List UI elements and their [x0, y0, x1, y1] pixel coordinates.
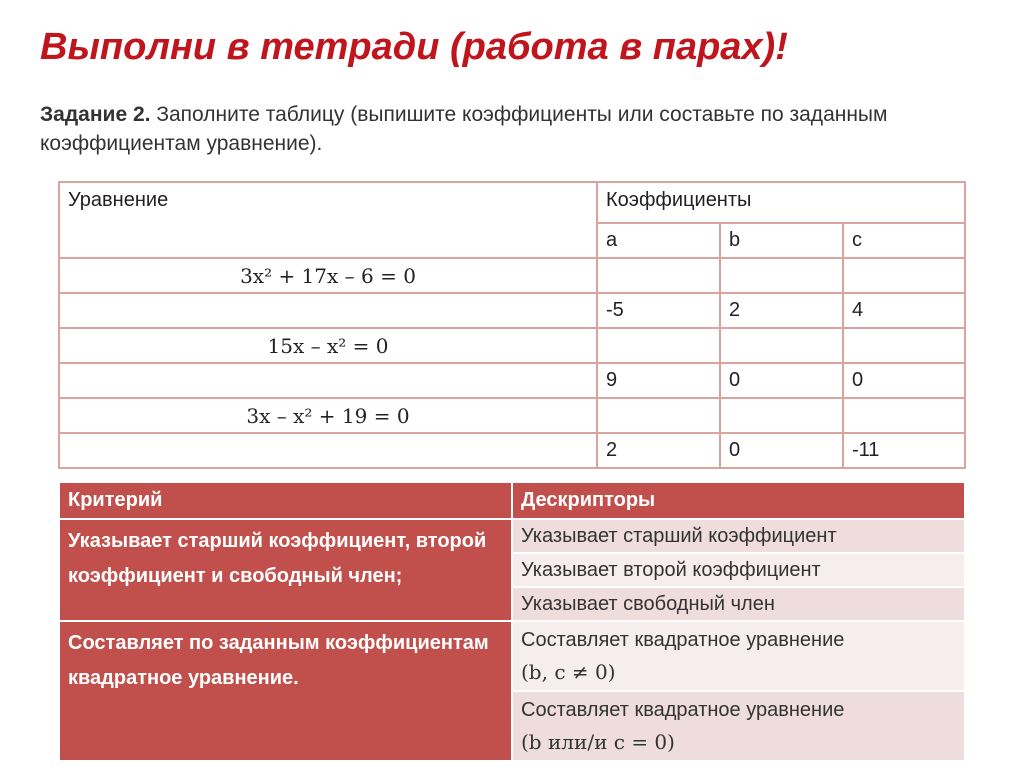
coef-c-cell[interactable] [843, 328, 965, 363]
coef-c-cell[interactable] [843, 258, 965, 293]
table-row [59, 258, 965, 293]
coef-b-cell: 0 [720, 433, 843, 468]
equation-cell: 3x – x² + 19 = 0 [59, 398, 597, 433]
coef-b-cell: 2 [720, 293, 843, 328]
coef-a-cell[interactable] [597, 328, 720, 363]
descriptor-item: Указывает свободный член [512, 587, 965, 621]
equation-cell[interactable] [59, 363, 597, 398]
criteria-table [58, 481, 966, 762]
descriptor-condition: (b, c ≠ 0) [521, 660, 616, 684]
coef-c-cell: 0 [843, 363, 965, 398]
descriptors-header: Дескрипторы [512, 482, 965, 519]
coefficients-table [58, 181, 966, 469]
task-description: Заполните таблицу (выпишите коэффициенты или составьте по заданным коэффициентам уравнение). [40, 103, 888, 155]
equation-header: Уравнение [59, 182, 597, 258]
criterion-1: Указывает старший коэффициент, второй коэффициент и свободный член; [59, 519, 512, 621]
coef-a-cell: -5 [597, 293, 720, 328]
coef-a-cell[interactable] [597, 398, 720, 433]
coef-b-cell[interactable] [720, 258, 843, 293]
descriptor-line: Составляет квадратное уравнение [521, 699, 845, 721]
descriptor-item: Указывает старший коэффициент [512, 519, 965, 553]
table-row [59, 433, 965, 468]
table-row [59, 398, 965, 433]
coef-b-cell[interactable] [720, 398, 843, 433]
header-b: b [720, 223, 843, 258]
table-row [59, 363, 965, 398]
coef-c-cell[interactable] [843, 398, 965, 433]
task-text [40, 100, 990, 158]
descriptor-item [512, 621, 965, 691]
descriptor-item [512, 691, 965, 761]
descriptor-item: Указывает второй коэффициент [512, 553, 965, 587]
table-row [59, 293, 965, 328]
table-row [59, 328, 965, 363]
equation-cell[interactable] [59, 433, 597, 468]
criterion-2: Составляет по заданным коэффициентам квадратное уравнение. [59, 621, 512, 761]
equation-cell[interactable] [59, 293, 597, 328]
coef-c-cell: -11 [843, 433, 965, 468]
coef-b-cell[interactable] [720, 328, 843, 363]
header-c: c [843, 223, 965, 258]
descriptor-condition: (b или/и c = 0) [521, 730, 675, 754]
slide-title: Выполни в тетради (работа в парах)! [40, 26, 788, 68]
coef-b-cell: 0 [720, 363, 843, 398]
coef-a-cell: 2 [597, 433, 720, 468]
coef-a-cell[interactable] [597, 258, 720, 293]
header-a: a [597, 223, 720, 258]
coefficients-header: Коэффициенты [597, 182, 965, 223]
equation-cell: 3x² + 17x – 6 = 0 [59, 258, 597, 293]
equation-cell: 15x – x² = 0 [59, 328, 597, 363]
criterion-header: Критерий [59, 482, 512, 519]
coef-a-cell: 9 [597, 363, 720, 398]
coef-c-cell: 4 [843, 293, 965, 328]
task-label: Задание 2. [40, 103, 151, 126]
descriptor-line: Составляет квадратное уравнение [521, 629, 845, 651]
